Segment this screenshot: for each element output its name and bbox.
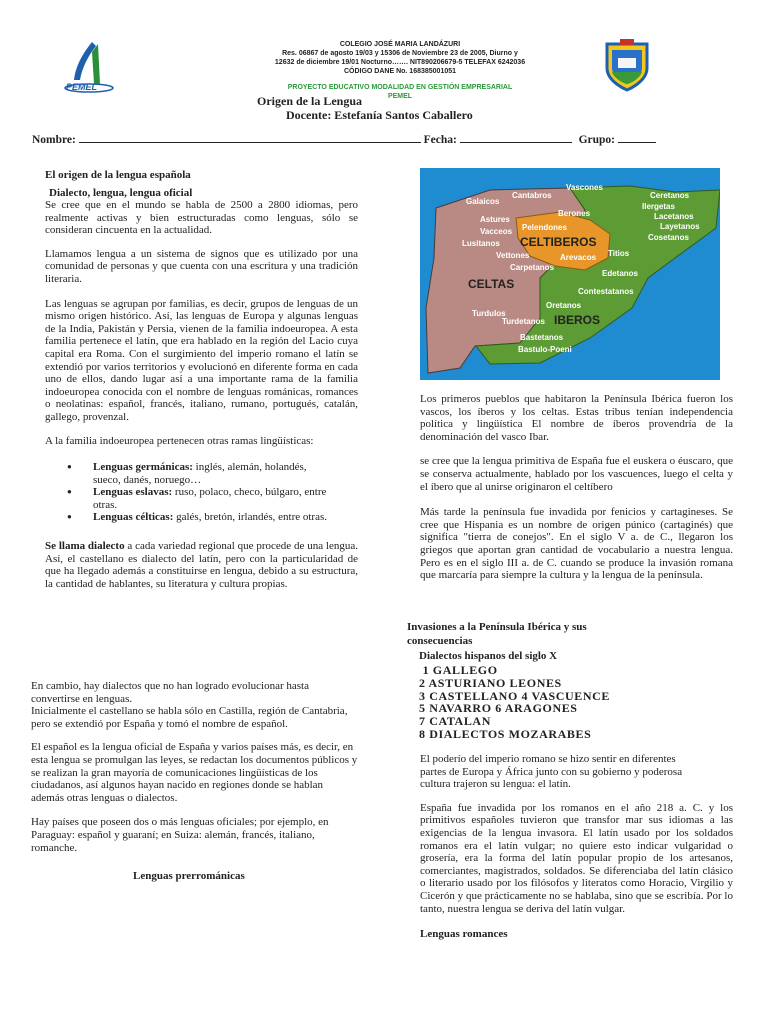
group-label: Grupo: xyxy=(578,134,616,146)
list-item: 8 DIALECTOS MOZARABES xyxy=(419,726,592,741)
map-label-edetanos: Edetanos xyxy=(602,269,639,278)
map-label-lusitanos: Lusitanos xyxy=(462,239,500,248)
list-item: 5 NAVARRO 6 ARAGONES xyxy=(419,701,578,716)
heading-invasiones: Invasiones a la Península Ibérica y sus consecuencias xyxy=(407,621,587,647)
heading-lenguas-romances: Lenguas romances xyxy=(420,928,508,941)
map-label-vettones: Vettones xyxy=(496,251,530,260)
map-label-vascones: Vascones xyxy=(566,183,603,192)
map-label-turdulos: Turdulos xyxy=(472,309,506,318)
map-label-cantabros: Cantabros xyxy=(512,191,552,200)
list-item: ● Lenguas eslavas: ruso, polaco, checo, búlgaro, entre otras. xyxy=(67,486,333,511)
iberia-map xyxy=(420,168,720,380)
date-field[interactable] xyxy=(460,142,572,143)
paragraph-dialect: Se llama dialecto a cada variedad regional que procede de una lengua. Así, el castellano es dialecto del latín, pero con la particularidad de que ha llegado además a constituirse en lengua, debido a su estructura, la cantidad de hablantes, su literatura y cultura propias. xyxy=(45,540,358,590)
map-label-arevacos: Arevacos xyxy=(560,253,597,262)
section-subtitle: Dialecto, lengua, lengua oficial xyxy=(49,187,193,199)
school-name: COLEGIO JOSÉ MARIA LANDÁZURI xyxy=(339,41,461,48)
paragraph-invasions: Más tarde la península fue invadida por fenicios y cartagineses. Se cree que Hispania es un nombre de origen púnico (cartaginés) que significa "tierra de conejos". En el siglo V a. de C., llegaron los griegos que aportan gran cantidad de vocabulario a nuestra lengua. Pero es en el siglo III a. de C. cuando se produce la invasión romana que marcaría para siempre la cultura y la lengua de la península. xyxy=(420,506,733,582)
section-title: El origen de la lengua española xyxy=(45,169,191,181)
map-label-pelendones: Pelendones xyxy=(522,223,567,232)
paragraph-language-definition: Llamamos lengua a un sistema de signos que es utilizado por una comunidad de personas y que cuenta con una escritura y una tradición literaria. xyxy=(45,247,358,285)
map-label-vacceos: Vacceos xyxy=(480,227,513,236)
pemel-label: PEMEL xyxy=(387,93,413,100)
paragraph-roman-invasion: España fue invadida por los romanos en el año 218 a. C. y los primitivos españoles tuvieron que transfor mar sus idiomas a las exigencias de la lengua invasora. El latín usado por los soldados romanos era el latín vulgar; no quiere esto indicar vulgaridad o grosería, era la forma del latín popular propio de los artesanos, comerciantes, magistrados, soldados. Se diferenciaba del latín clásico o literario usado por los filósofos y literatos como Horacio, Virgilio y Cicerón y que prácticamente no se hablaba, sino que se escribía. Por lo tanto, nuestra lengua se deriva del latín vulgar. xyxy=(420,801,733,915)
name-field[interactable] xyxy=(79,142,421,143)
list-item: 7 CATALAN xyxy=(419,714,491,729)
pemel-logo xyxy=(62,38,120,96)
map-label-celtas: CELTAS xyxy=(468,277,515,291)
map-label-bastetanos: Bastetanos xyxy=(520,333,564,342)
paragraph-castellano: Inicialmente el castellano se habla sólo en Castilla, región de Cantabria, pero se extendió por España y tomó el nombre de español. xyxy=(31,705,348,730)
map-label-contestatanos: Contestatanos xyxy=(578,287,634,296)
map-label-titios: Titios xyxy=(608,249,630,258)
map-label-cosetanos: Cosetanos xyxy=(648,233,689,242)
topic-title: Origen de la Lengua xyxy=(257,94,363,108)
resolution-line-1: Res. 06867 de agosto 19/03 y 15306 de Noviembre 23 de 2005, Diurno y xyxy=(282,50,518,57)
map-label-oretanos: Oretanos xyxy=(546,301,582,310)
list-item: ● Lenguas célticas: galés, bretón, irlandés, entre otras. xyxy=(67,511,333,524)
heading-prerromanicas: Lenguas prerrománicas xyxy=(133,870,245,883)
list-item: 2 ASTURIANO LEONES xyxy=(419,675,562,690)
list-item: 1 GALLEGO xyxy=(419,663,498,677)
map-label-layetanos: Layetanos xyxy=(660,222,700,231)
paragraph-primitive-language: se cree que la lengua primitiva de España fue el euskera o éuscaro, que se conserva actualmente, hablado por los vascuences, luego el celta y el íbero que al unirse originaron el celtíbero xyxy=(420,455,733,493)
dialects-list xyxy=(419,664,737,741)
paragraph-other-branches: A la familia indoeuropea pertenecen otras ramas lingüísticas: xyxy=(45,434,314,447)
group-field[interactable] xyxy=(618,142,656,143)
project-name: PROYECTO EDUCATIVO MODALIDAD EN GESTIÓN EMPRESARIAL xyxy=(287,84,513,91)
map-label-cerretanos: Ceretanos xyxy=(650,191,690,200)
dane-code: CÓDIGO DANE No. 168385001051 xyxy=(343,68,457,75)
paragraph-official-languages: Hay países que poseen dos o más lenguas oficiales; por ejemplo, en Paraguay: español y guaraní; en Suiza: alemán, francés, italiano, romanche. xyxy=(31,816,329,854)
map-label-galaicos: Galaicos xyxy=(466,197,500,206)
paragraph-roman-empire: El poderío del imperio romano se hizo sentir en diferentes partes de Europa y África junto con su gobierno y poderosa cultura trajeron su lengua: el latín. xyxy=(420,753,683,791)
map-label-celtiberos: CELTIBEROS xyxy=(520,235,597,249)
paragraph-language-families: Las lenguas se agrupan por familias, es decir, grupos de lenguas de un mismo origen histórico. Así, las lenguas de Europa y algunas lenguas de la India, Pakistán y Persia, vienen de la familia indoeuropea. A esta familia pertenece el latín, que era hablado en la región del Lacio cuya capital era Roma. Con el surgimiento del imperio romano el latín se extendió por varios territorios y evolucionó en diferente forma en cada uno de ellos, dando lugar así a una importante rama de la familia indoeuropea conocida con el nombre de lenguas románicas, romances o neolatinas: español, francés, italiano, rumano, portugués, catalán, gallego, provenzal. xyxy=(45,297,358,423)
map-label-ilergetas: Ilergetas xyxy=(642,202,675,211)
paragraph-languages-count: Se cree que en el mundo se habla de 2500 a 2800 idiomas, pero realmente activas y bien estructuradas como lenguas, sólo se consideran cincuenta en la actualidad. xyxy=(45,199,358,237)
name-label: Nombre: xyxy=(32,134,76,146)
map-label-astures: Astures xyxy=(480,215,510,224)
paragraph-official-language: El español es la lengua oficial de España y varios países más, es decir, en esta lengua se promulgan las leyes, se redactan los documentos públicos y se realizan la gran mayoría de comunicaciones lingüísticas de los ciudadanos, así algunos hayan nacido en regiones donde se hablan además otras lenguas o dialectos. xyxy=(31,741,358,804)
pemel-logo-text: PEMEL xyxy=(66,82,98,92)
date-label: Fecha: xyxy=(423,134,457,146)
paragraph-first-peoples: Los primeros pueblos que habitaron la Península Ibérica fueron los vascos, los íberos y los celtas. Estas tribus tenían independencia política y lingüística El nombre de íberos provendría de la denominación del vasco Ibar. xyxy=(420,393,733,443)
school-crest xyxy=(602,38,652,94)
heading-dialectos: Dialectos hispanos del siglo X xyxy=(419,650,558,662)
list-item: ● Lenguas germánicas: inglés, alemán, holandés, sueco, danés, noruego… xyxy=(67,461,333,486)
branches-list xyxy=(67,461,333,524)
map-label-berones: Berones xyxy=(558,209,591,218)
map-label-lacetanos: Lacetanos xyxy=(654,212,694,221)
teacher-name: Docente: Estefanía Santos Caballero xyxy=(286,108,473,122)
map-label-bastulo: Bastulo-Poeni xyxy=(518,345,572,354)
paragraph-dialects-not-evolved: En cambio, hay dialectos que no han logrado evolucionar hasta convertirse en lenguas. xyxy=(31,680,309,705)
map-label-turdetanos: Turdetanos xyxy=(502,317,545,326)
map-label-iberos: IBEROS xyxy=(554,313,601,327)
list-item: 3 CASTELLANO 4 VASCUENCE xyxy=(419,688,611,703)
resolution-line-2: 12632 de diciembre 19/01 Nocturno……. NIT890206679-5 TELEFAX 6242036 xyxy=(274,59,526,66)
map-label-carpetanos: Carpetanos xyxy=(510,263,555,272)
